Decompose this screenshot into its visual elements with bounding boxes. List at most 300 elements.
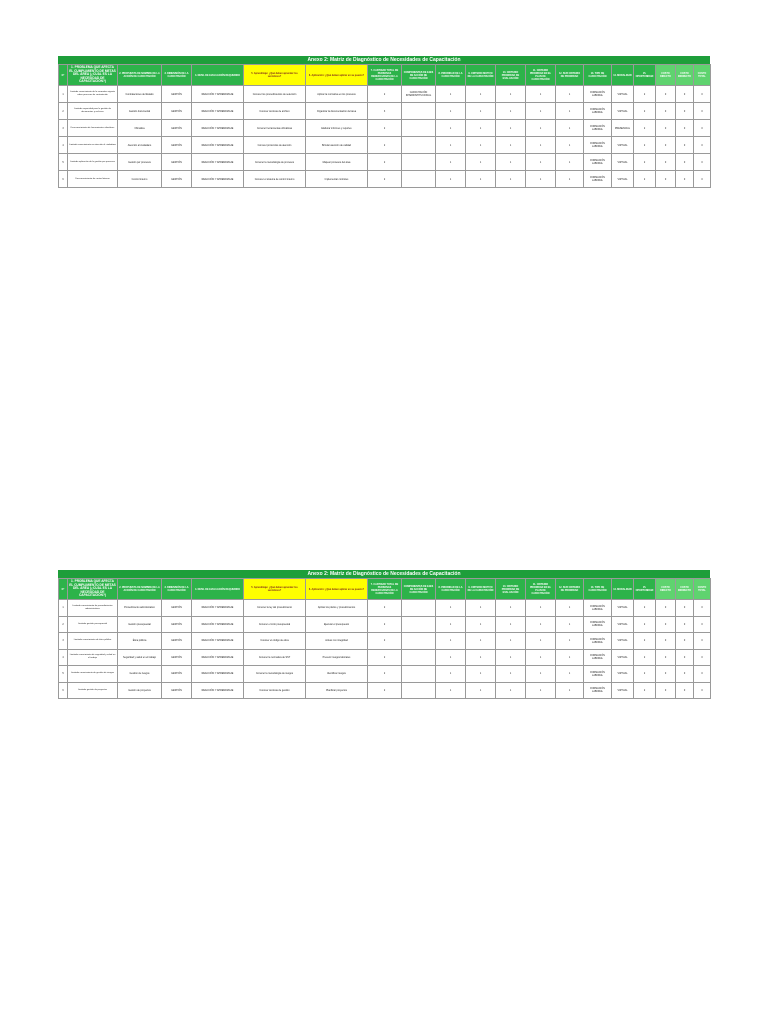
table-cell-accion: Ofimática — [118, 120, 162, 137]
table-cell-cantidad: 2 — [368, 682, 402, 699]
table-cell-plan: 1 — [526, 86, 556, 103]
page-title: Anexo 2: Matriz de Diagnóstico de Necesidades de Capacitación — [58, 56, 710, 64]
table-cell-sub: 1 — [556, 103, 584, 120]
column-header: 4. NIVEL DE EVALUACIÓN REQUERIDO — [192, 65, 244, 86]
column-header: 10. CRITERIO PRIORIDAD DE EVALUACIÓN — [496, 65, 526, 86]
column-header: 9. CRITERIO MOTIVO DE LA CAPACITACIÓN — [466, 65, 496, 86]
table-cell-oportunidad: 2 — [634, 137, 656, 154]
table-cell-n: 1 — [59, 600, 68, 617]
table-cell-indirecto: 0 — [676, 86, 694, 103]
table-cell-dimension: GESTIÓN — [162, 154, 192, 171]
column-header: COSTO INDIRECTO — [676, 65, 694, 86]
table-cell-total: 0 — [694, 633, 711, 650]
table-cell-sub: 1 — [556, 666, 584, 683]
table-cell-modalidad: VIRTUAL — [612, 633, 634, 650]
table-cell-modalidad: VIRTUAL — [612, 171, 634, 188]
table-cell-prioridad: 1 — [436, 137, 466, 154]
table-cell-nivel: REACCIÓN Y APRENDIZAJE — [192, 120, 244, 137]
table-cell-oportunidad: 2 — [634, 103, 656, 120]
table-cell-directo: 0 — [656, 616, 676, 633]
table-cell-componente — [402, 120, 436, 137]
table-cell-problema: Limitado conocimiento de la normativa vigente sobre procesos de contratación — [68, 86, 118, 103]
table-row — [59, 616, 711, 633]
table-cell-problema: Limitada gestión presupuestal — [68, 616, 118, 633]
table-cell-componente: CAPACITACIÓN INTERINSTITUCIONAL — [402, 86, 436, 103]
table-cell-dimension: GESTIÓN — [162, 633, 192, 650]
table-cell-plan: 1 — [526, 649, 556, 666]
table-cell-aprendizaje: Conocer herramientas ofimáticas — [244, 120, 306, 137]
table-cell-tipo: FORMACIÓN LABORAL — [584, 86, 612, 103]
table-cell-cantidad: 2 — [368, 120, 402, 137]
table-cell-plan: 1 — [526, 171, 556, 188]
table-cell-nivel: REACCIÓN Y APRENDIZAJE — [192, 682, 244, 699]
table-cell-directo: 0 — [656, 682, 676, 699]
table-cell-motivo: 1 — [466, 171, 496, 188]
table-cell-n: 3 — [59, 120, 68, 137]
table-cell-oportunidad: 2 — [634, 682, 656, 699]
table-cell-cantidad: 2 — [368, 600, 402, 617]
table-cell-directo: 0 — [656, 649, 676, 666]
sheet-page-2 — [58, 570, 710, 1024]
table-cell-dimension: GESTIÓN — [162, 120, 192, 137]
table-cell-directo: 0 — [656, 137, 676, 154]
table-cell-total: 0 — [694, 137, 711, 154]
table-cell-aprendizaje: Conocer el código de ética — [244, 633, 306, 650]
table-cell-nivel: REACCIÓN Y APRENDIZAJE — [192, 666, 244, 683]
table-cell-dimension: GESTIÓN — [162, 86, 192, 103]
table-cell-aplicacion: Brindar atención de calidad — [306, 137, 368, 154]
table-cell-tipo: FORMACIÓN LABORAL — [584, 103, 612, 120]
table-cell-tipo: FORMACIÓN LABORAL — [584, 171, 612, 188]
table-body — [59, 86, 711, 188]
table-cell-problema: Limitado conocimiento en atención al ciudadano — [68, 137, 118, 154]
table-cell-prioridad: 1 — [436, 633, 466, 650]
table-row — [59, 154, 711, 171]
table-cell-nivel: REACCIÓN Y APRENDIZAJE — [192, 600, 244, 617]
table-cell-nivel: REACCIÓN Y APRENDIZAJE — [192, 86, 244, 103]
table-cell-nivel: REACCIÓN Y APRENDIZAJE — [192, 154, 244, 171]
table-cell-indirecto: 0 — [676, 649, 694, 666]
table-cell-total: 0 — [694, 171, 711, 188]
column-header: COSTO TOTAL — [694, 65, 711, 86]
table-cell-modalidad: VIRTUAL — [612, 666, 634, 683]
column-header: 15. OPORTUNIDAD — [634, 65, 656, 86]
table-cell-problema: Limitado conocimiento de ética pública — [68, 633, 118, 650]
table-cell-dimension: GESTIÓN — [162, 103, 192, 120]
table-cell-n: 5 — [59, 666, 68, 683]
column-header: COSTO TOTAL — [694, 579, 711, 600]
table-cell-aplicacion: Implementar controles — [306, 171, 368, 188]
table-cell-n: 5 — [59, 154, 68, 171]
table-cell-aplicacion: Aplicar los plazos y procedimientos — [306, 600, 368, 617]
table-cell-modalidad: VIRTUAL — [612, 649, 634, 666]
table-cell-n: 4 — [59, 137, 68, 154]
table-cell-total: 0 — [694, 682, 711, 699]
table-cell-prioridad: 1 — [436, 600, 466, 617]
column-header: 6. Aplicación: ¿Qué deben aplicar en su puesto? — [306, 65, 368, 86]
table-cell-aplicacion: Aplicar la normativa en los procesos — [306, 86, 368, 103]
table-cell-aplicacion: Mapear procesos del área — [306, 154, 368, 171]
sheet-page-1 — [58, 56, 710, 586]
table-row — [59, 649, 711, 666]
table-cell-tipo: FORMACIÓN LABORAL — [584, 137, 612, 154]
table-cell-directo: 0 — [656, 154, 676, 171]
table-cell-prioridad: 1 — [436, 171, 466, 188]
table-cell-aplicacion: Actuar con integridad — [306, 633, 368, 650]
table-cell-tipo: FORMACIÓN LABORAL — [584, 154, 612, 171]
table-cell-sub: 1 — [556, 86, 584, 103]
table-cell-aprendizaje: Conocer la ley del procedimiento — [244, 600, 306, 617]
column-header: 12. SUB CRITERIO DE PRIORIDAD — [556, 579, 584, 600]
table-cell-problema: Limitado conocimiento de procedimientos administrativos — [68, 600, 118, 617]
table-cell-oportunidad: 2 — [634, 86, 656, 103]
table-cell-dimension: GESTIÓN — [162, 616, 192, 633]
table-cell-eval: 1 — [496, 666, 526, 683]
table-cell-tipo: FORMACIÓN LABORAL — [584, 666, 612, 683]
table-cell-plan: 1 — [526, 666, 556, 683]
column-header: 7. CANTIDAD TOTAL DE PERSONAS BENEFICIARIAS DE LA CAPACITACIÓN — [368, 579, 402, 600]
table-cell-motivo: 1 — [466, 633, 496, 650]
table-cell-accion: Gestión documental — [118, 103, 162, 120]
column-header: 11. CRITERIO PRIORIDAD EN EL PLAN DE CAPACITACIÓN — [526, 579, 556, 600]
table-cell-accion: Gestión por procesos — [118, 154, 162, 171]
table-cell-indirecto: 0 — [676, 120, 694, 137]
column-header: 1. PROBLEMA QUE AFECTA EL CUMPLIMIENTO DE METAS DEL ÁREA (¿CUÁL ES LA NECESIDAD DE CAPACITACIÓN?) — [68, 65, 118, 86]
table-cell-cantidad: 2 — [368, 154, 402, 171]
table-cell-directo: 0 — [656, 171, 676, 188]
table-cell-plan: 1 — [526, 120, 556, 137]
table-cell-eval: 1 — [496, 633, 526, 650]
table-cell-componente — [402, 154, 436, 171]
table-cell-oportunidad: 2 — [634, 666, 656, 683]
column-header: 11. CRITERIO PRIORIDAD EN EL PLAN DE CAPACITACIÓN — [526, 65, 556, 86]
table-cell-prioridad: 1 — [436, 120, 466, 137]
table-cell-indirecto: 0 — [676, 616, 694, 633]
table-cell-accion: Contrataciones del Estado — [118, 86, 162, 103]
table-cell-problema: Limitado conocimiento de gestión de riesgos — [68, 666, 118, 683]
column-header: 12. SUB CRITERIO DE PRIORIDAD — [556, 65, 584, 86]
table-cell-tipo: FORMACIÓN LABORAL — [584, 649, 612, 666]
table-cell-plan: 1 — [526, 154, 556, 171]
column-header: 14. MODALIDAD — [612, 65, 634, 86]
table-cell-problema: Limitada gestión de proyectos — [68, 682, 118, 699]
table-cell-accion: Seguridad y salud en el trabajo — [118, 649, 162, 666]
table-cell-directo: 0 — [656, 103, 676, 120]
table-cell-total: 0 — [694, 154, 711, 171]
table-cell-prioridad: 1 — [436, 103, 466, 120]
column-header: COSTO DIRECTO — [656, 579, 676, 600]
table-cell-oportunidad: 2 — [634, 600, 656, 617]
table-cell-cantidad: 2 — [368, 616, 402, 633]
diagnostic-table-1 — [58, 64, 711, 188]
table-cell-tipo: FORMACIÓN LABORAL — [584, 600, 612, 617]
table-cell-eval: 1 — [496, 649, 526, 666]
table-cell-motivo: 1 — [466, 600, 496, 617]
table-cell-cantidad: 2 — [368, 137, 402, 154]
table-cell-indirecto: 0 — [676, 633, 694, 650]
table-cell-modalidad: PRESENCIAL — [612, 120, 634, 137]
table-cell-n: 1 — [59, 86, 68, 103]
column-header: COMPONENTES DE EJES DE ACCIÓN DE CAPACITACIÓN — [402, 65, 436, 86]
table-cell-accion: Ética pública — [118, 633, 162, 650]
table-cell-aprendizaje: Conocer el ciclo presupuestal — [244, 616, 306, 633]
table-cell-accion: Gestión de proyectos — [118, 682, 162, 699]
table-row — [59, 171, 711, 188]
table-cell-directo: 0 — [656, 666, 676, 683]
table-cell-n: 6 — [59, 682, 68, 699]
table-cell-indirecto: 0 — [676, 137, 694, 154]
column-header: 2. PROPUESTA DE NOMBRE DE LA ACCIÓN DE CAPACITACIÓN — [118, 65, 162, 86]
column-header: 7. CANTIDAD TOTAL DE PERSONAS BENEFICIARIAS DE LA CAPACITACIÓN — [368, 65, 402, 86]
table-cell-motivo: 1 — [466, 154, 496, 171]
table-cell-prioridad: 1 — [436, 616, 466, 633]
table-cell-nivel: REACCIÓN Y APRENDIZAJE — [192, 633, 244, 650]
table-cell-plan: 1 — [526, 600, 556, 617]
table-cell-indirecto: 0 — [676, 154, 694, 171]
table-cell-n: 2 — [59, 103, 68, 120]
table-cell-cantidad: 2 — [368, 86, 402, 103]
table-header — [59, 65, 711, 86]
table-cell-directo: 0 — [656, 120, 676, 137]
table-cell-indirecto: 0 — [676, 103, 694, 120]
table-cell-total: 0 — [694, 103, 711, 120]
table-cell-aprendizaje: Conocer la metodología de riesgos — [244, 666, 306, 683]
table-cell-indirecto: 0 — [676, 666, 694, 683]
table-header-2 — [59, 579, 711, 600]
table-cell-eval: 1 — [496, 137, 526, 154]
column-header: 13. TIPO DE CAPACITACIÓN — [584, 65, 612, 86]
table-cell-motivo: 1 — [466, 666, 496, 683]
table-cell-oportunidad: 2 — [634, 171, 656, 188]
table-cell-componente — [402, 103, 436, 120]
table-cell-total: 0 — [694, 120, 711, 137]
table-cell-eval: 1 — [496, 86, 526, 103]
table-cell-prioridad: 1 — [436, 154, 466, 171]
table-cell-cantidad: 3 — [368, 103, 402, 120]
table-cell-oportunidad: 2 — [634, 120, 656, 137]
column-header: COSTO DIRECTO — [656, 65, 676, 86]
table-cell-oportunidad: 2 — [634, 649, 656, 666]
table-row — [59, 682, 711, 699]
table-cell-aplicacion: Prevenir riesgos laborales — [306, 649, 368, 666]
table-cell-problema: Limitada aplicación de la gestión por procesos — [68, 154, 118, 171]
column-header: 9. CRITERIO MOTIVO DE LA CAPACITACIÓN — [466, 579, 496, 600]
table-cell-total: 0 — [694, 86, 711, 103]
table-cell-eval: 1 — [496, 120, 526, 137]
table-cell-n: 6 — [59, 171, 68, 188]
table-cell-aprendizaje: Conocer la metodología de procesos — [244, 154, 306, 171]
table-cell-dimension: GESTIÓN — [162, 649, 192, 666]
table-cell-plan: 1 — [526, 137, 556, 154]
table-cell-indirecto: 0 — [676, 600, 694, 617]
table-cell-n: 3 — [59, 633, 68, 650]
table-cell-dimension: GESTIÓN — [162, 666, 192, 683]
table-cell-accion: Gestión presupuestal — [118, 616, 162, 633]
table-row — [59, 633, 711, 650]
table-cell-directo: 0 — [656, 86, 676, 103]
table-body-2 — [59, 600, 711, 699]
table-cell-problema: Limitado conocimiento de seguridad y salud en el trabajo — [68, 649, 118, 666]
column-header: 3. DIMENSIÓN DE LA CAPACITACIÓN — [162, 65, 192, 86]
table-cell-sub: 1 — [556, 137, 584, 154]
table-cell-nivel: REACCIÓN Y APRENDIZAJE — [192, 171, 244, 188]
table-cell-dimension: GESTIÓN — [162, 600, 192, 617]
table-cell-nivel: REACCIÓN Y APRENDIZAJE — [192, 103, 244, 120]
table-cell-tipo: FORMACIÓN LABORAL — [584, 120, 612, 137]
table-cell-plan: 1 — [526, 103, 556, 120]
table-cell-sub: 1 — [556, 154, 584, 171]
column-header: COMPONENTES DE EJES DE ACCIÓN DE CAPACITACIÓN — [402, 579, 436, 600]
table-cell-motivo: 1 — [466, 682, 496, 699]
table-row — [59, 103, 711, 120]
table-cell-eval: 1 — [496, 600, 526, 617]
table-cell-modalidad: VIRTUAL — [612, 103, 634, 120]
table-cell-sub: 1 — [556, 616, 584, 633]
column-header: 8. PRIORIDAD DE LA CAPACITACIÓN — [436, 579, 466, 600]
column-header: 8. PRIORIDAD DE LA CAPACITACIÓN — [436, 65, 466, 86]
table-cell-componente — [402, 600, 436, 617]
table-cell-motivo: 1 — [466, 649, 496, 666]
table-cell-prioridad: 1 — [436, 666, 466, 683]
table-cell-eval: 1 — [496, 171, 526, 188]
table-cell-componente — [402, 171, 436, 188]
table-cell-accion: Gestión de riesgos — [118, 666, 162, 683]
table-cell-motivo: 1 — [466, 86, 496, 103]
column-header: 4. NIVEL DE EVALUACIÓN REQUERIDO — [192, 579, 244, 600]
table-cell-cantidad: 2 — [368, 171, 402, 188]
table-cell-motivo: 1 — [466, 120, 496, 137]
table-cell-aprendizaje: Conocer la normativa de SST — [244, 649, 306, 666]
table-cell-tipo: FORMACIÓN LABORAL — [584, 682, 612, 699]
table-cell-modalidad: VIRTUAL — [612, 137, 634, 154]
column-header: 15. OPORTUNIDAD — [634, 579, 656, 600]
table-cell-aplicacion: Planificar proyectos — [306, 682, 368, 699]
table-cell-aplicacion: Identificar riesgos — [306, 666, 368, 683]
table-cell-nivel: REACCIÓN Y APRENDIZAJE — [192, 649, 244, 666]
column-header: COSTO INDIRECTO — [676, 579, 694, 600]
table-cell-motivo: 1 — [466, 103, 496, 120]
table-cell-modalidad: VIRTUAL — [612, 682, 634, 699]
table-cell-sub: 1 — [556, 682, 584, 699]
table-cell-oportunidad: 2 — [634, 633, 656, 650]
table-cell-eval: 1 — [496, 682, 526, 699]
table-cell-dimension: GESTIÓN — [162, 682, 192, 699]
table-cell-cantidad: 2 — [368, 666, 402, 683]
table-cell-accion: Control interno — [118, 171, 162, 188]
table-cell-total: 0 — [694, 666, 711, 683]
table-row — [59, 120, 711, 137]
table-cell-aprendizaje: Conocer técnicas de archivo — [244, 103, 306, 120]
column-header: 5. Aprendizaje: ¿Qué deben aprender los servidores? — [244, 65, 306, 86]
table-cell-tipo: FORMACIÓN LABORAL — [584, 633, 612, 650]
table-cell-sub: 1 — [556, 649, 584, 666]
table-cell-sub: 1 — [556, 600, 584, 617]
table-cell-componente — [402, 682, 436, 699]
table-cell-aprendizaje: Conocer el sistema de control interno — [244, 171, 306, 188]
table-cell-total: 0 — [694, 600, 711, 617]
column-header: 14. MODALIDAD — [612, 579, 634, 600]
table-row — [59, 666, 711, 683]
table-cell-modalidad: VIRTUAL — [612, 616, 634, 633]
table-cell-n: 4 — [59, 649, 68, 666]
column-header: N° — [59, 579, 68, 600]
table-cell-componente — [402, 649, 436, 666]
table-cell-total: 0 — [694, 616, 711, 633]
table-cell-cantidad: 2 — [368, 649, 402, 666]
table-cell-indirecto: 0 — [676, 682, 694, 699]
table-cell-dimension: GESTIÓN — [162, 171, 192, 188]
table-cell-plan: 1 — [526, 616, 556, 633]
page-title-2: Anexo 2: Matriz de Diagnóstico de Necesidades de Capacitación — [58, 570, 710, 578]
table-row — [59, 137, 711, 154]
table-cell-aprendizaje: Conocer técnicas de gestión — [244, 682, 306, 699]
table-cell-modalidad: VIRTUAL — [612, 154, 634, 171]
column-header: 1. PROBLEMA QUE AFECTA EL CUMPLIMIENTO DE METAS DEL ÁREA (¿CUÁL ES LA NECESIDAD DE CAPACITACIÓN?) — [68, 579, 118, 600]
table-cell-sub: 1 — [556, 633, 584, 650]
table-cell-tipo: FORMACIÓN LABORAL — [584, 616, 612, 633]
table-cell-total: 0 — [694, 649, 711, 666]
table-cell-eval: 1 — [496, 154, 526, 171]
table-cell-problema: Desconocimiento de control interno — [68, 171, 118, 188]
table-cell-oportunidad: 2 — [634, 154, 656, 171]
column-header: 3. DIMENSIÓN DE LA CAPACITACIÓN — [162, 579, 192, 600]
table-cell-accion: Procedimiento administrativo — [118, 600, 162, 617]
table-cell-eval: 1 — [496, 616, 526, 633]
table-cell-indirecto: 0 — [676, 171, 694, 188]
table-cell-aplicacion: Elaborar informes y reportes — [306, 120, 368, 137]
column-header: 10. CRITERIO PRIORIDAD DE EVALUACIÓN — [496, 579, 526, 600]
diagnostic-table-2 — [58, 578, 711, 699]
table-cell-directo: 0 — [656, 633, 676, 650]
table-cell-dimension: GESTIÓN — [162, 137, 192, 154]
table-cell-nivel: REACCIÓN Y APRENDIZAJE — [192, 137, 244, 154]
table-cell-componente — [402, 666, 436, 683]
table-cell-modalidad: VIRTUAL — [612, 86, 634, 103]
table-row — [59, 600, 711, 617]
table-cell-accion: Atención al ciudadano — [118, 137, 162, 154]
column-header: 13. TIPO DE CAPACITACIÓN — [584, 579, 612, 600]
table-cell-prioridad: 1 — [436, 649, 466, 666]
column-header: 2. PROPUESTA DE NOMBRE DE LA ACCIÓN DE CAPACITACIÓN — [118, 579, 162, 600]
table-cell-plan: 1 — [526, 633, 556, 650]
table-cell-eval: 1 — [496, 103, 526, 120]
table-cell-aprendizaje: Conocer protocolos de atención — [244, 137, 306, 154]
table-cell-prioridad: 1 — [436, 682, 466, 699]
table-cell-nivel: REACCIÓN Y APRENDIZAJE — [192, 616, 244, 633]
table-cell-componente — [402, 633, 436, 650]
column-header: 6. Aplicación: ¿Qué deben aplicar en su puesto? — [306, 579, 368, 600]
table-cell-aplicacion: Ejecutar el presupuesto — [306, 616, 368, 633]
table-cell-cantidad: 2 — [368, 633, 402, 650]
table-row — [59, 86, 711, 103]
table-cell-plan: 1 — [526, 682, 556, 699]
table-cell-problema: Desconocimiento de herramientas ofimáticas — [68, 120, 118, 137]
table-cell-modalidad: VIRTUAL — [612, 600, 634, 617]
table-cell-problema: Limitada capacidad para la gestión de documentos y archivos — [68, 103, 118, 120]
table-cell-componente — [402, 616, 436, 633]
table-cell-aprendizaje: Conocer los procedimientos de selección — [244, 86, 306, 103]
table-cell-componente — [402, 137, 436, 154]
table-cell-motivo: 1 — [466, 137, 496, 154]
table-cell-motivo: 1 — [466, 616, 496, 633]
table-cell-aplicacion: Organizar la documentación del área — [306, 103, 368, 120]
column-header: N° — [59, 65, 68, 86]
table-cell-oportunidad: 2 — [634, 616, 656, 633]
column-header: 5. Aprendizaje: ¿Qué deben aprender los servidores? — [244, 579, 306, 600]
table-cell-sub: 1 — [556, 120, 584, 137]
table-cell-prioridad: 1 — [436, 86, 466, 103]
table-cell-directo: 0 — [656, 600, 676, 617]
